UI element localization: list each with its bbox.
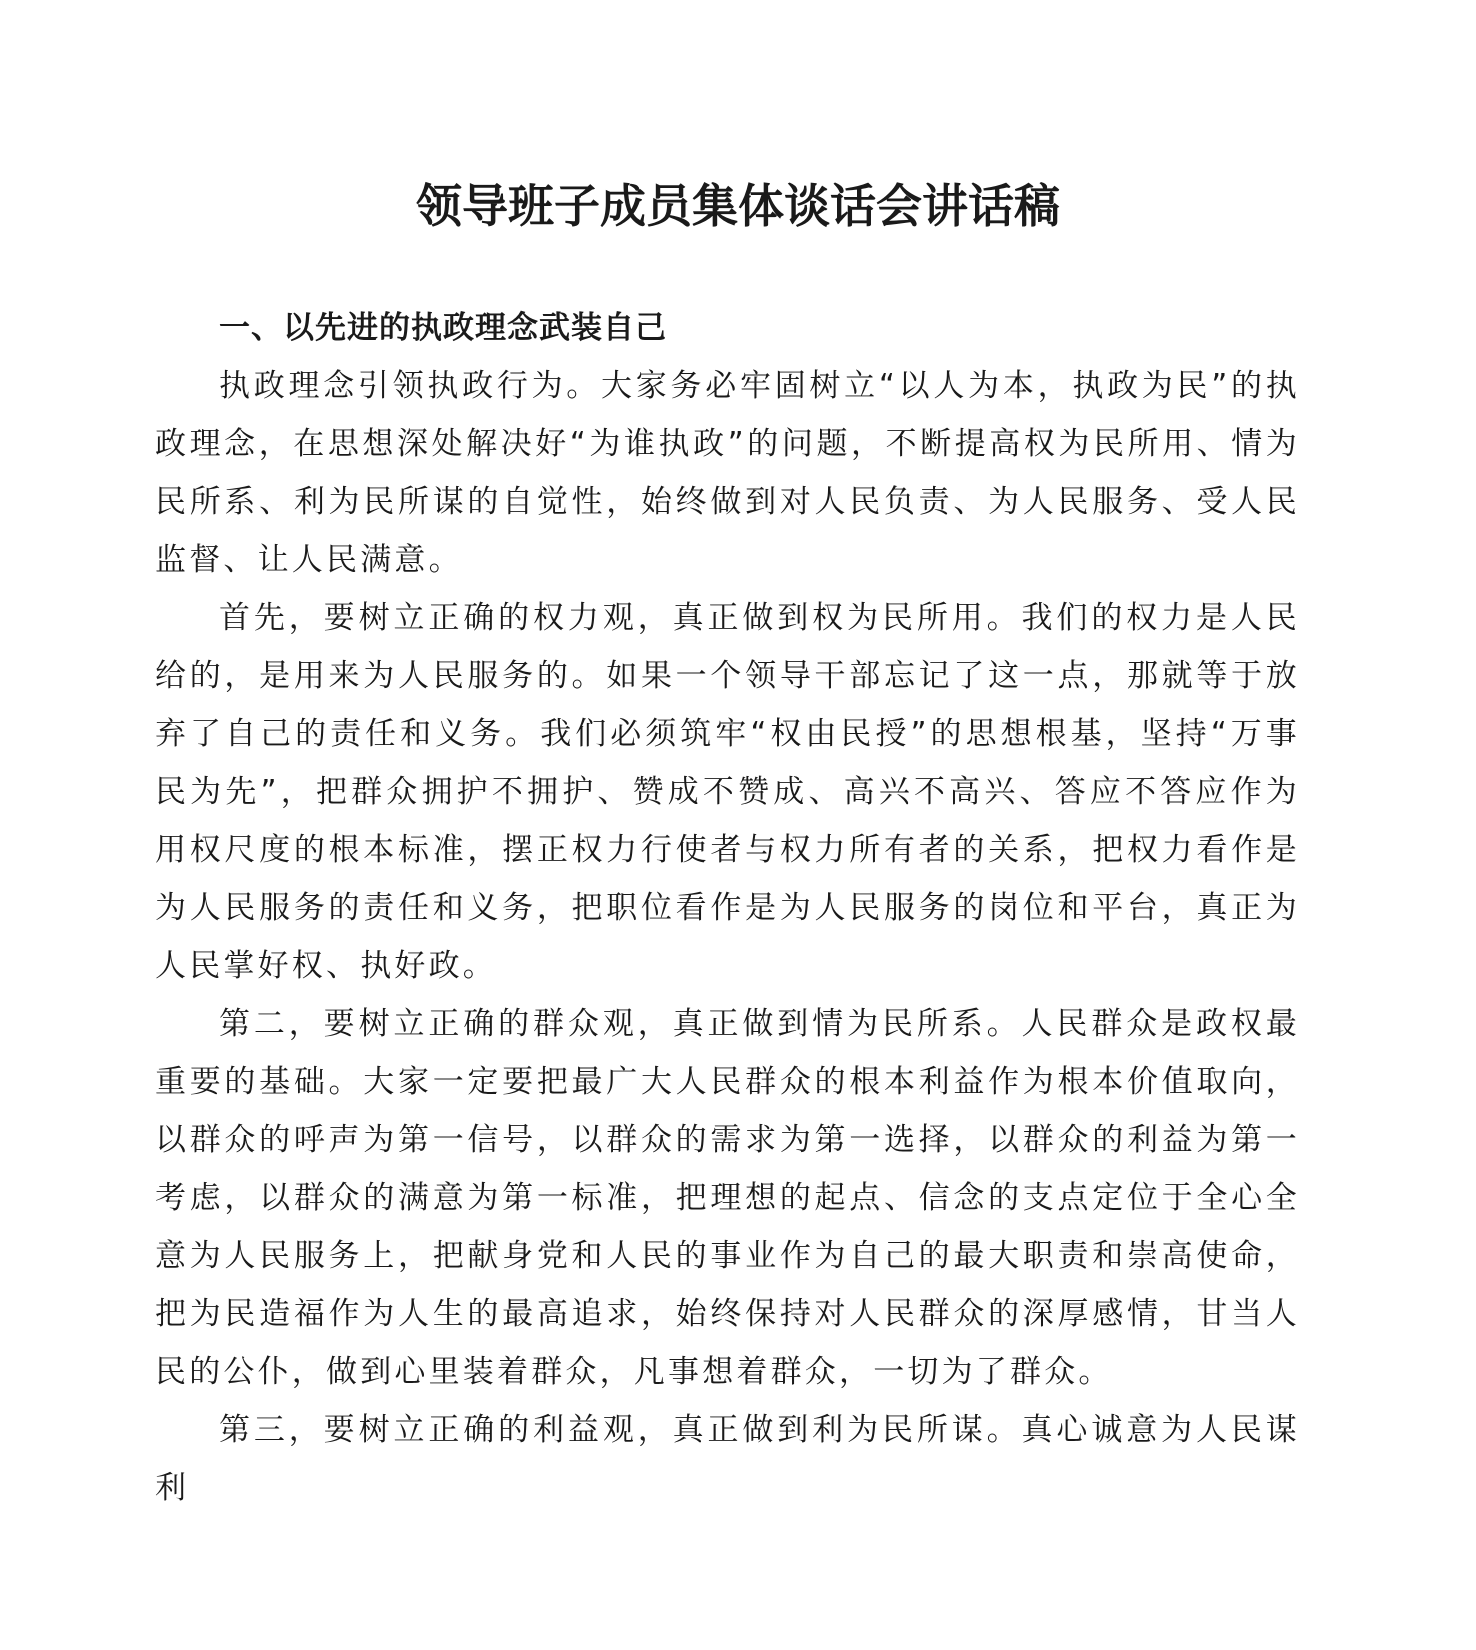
- paragraph-1: 执政理念引领执政行为。大家务必牢固树立“以人为本，执政为民”的执政理念，在思想深处解决好“为谁执政”的问题，不断提高权为民所用、情为民所系、利为民所谋的自觉性，始终做到对人民负责、为人民服务、受人民监督、让人民满意。: [155, 368, 1300, 578]
- document-body: [155, 299, 1300, 1517]
- paragraph-2: 首先，要树立正确的权力观，真正做到权为民所用。我们的权力是人民给的，是用来为人民服务的。如果一个领导干部忘记了这一点，那就等于放弃了自己的责任和义务。我们必须筑牢“权由民授”的思想根基，坚持“万事民为先”，把群众拥护不拥护、赞成不赞成、高兴不高兴、答应不答应作为用权尺度的根本标准，摆正权力行使者与权力所有者的关系，把权力看作是为人民服务的责任和义务，把职位看作是为人民服务的岗位和平台，真正为人民掌好权、执好政。: [155, 600, 1300, 984]
- paragraph-3: 第二，要树立正确的群众观，真正做到情为民所系。人民群众是政权最重要的基础。大家一定要把最广大人民群众的根本利益作为根本价值取向，以群众的呼声为第一信号，以群众的需求为第一选择，以群众的利益为第一考虑，以群众的满意为第一标准，把理想的起点、信念的支点定位于全心全意为人民服务上，把献身党和人民的事业作为自己的最大职责和崇高使命，把为民造福作为人生的最高追求，始终保持对人民群众的深厚感情，甘当人民的公仆，做到心里装着群众，凡事想着群众，一切为了群众。: [155, 1006, 1300, 1390]
- section-heading: 一、以先进的执政理念武装自己: [219, 310, 667, 346]
- paragraph-4: 第三，要树立正确的利益观，真正做到利为民所谋。真心诚意为人民谋利: [155, 1412, 1300, 1506]
- document-title: 领导班子成员集体谈话会讲话稿: [416, 179, 1060, 233]
